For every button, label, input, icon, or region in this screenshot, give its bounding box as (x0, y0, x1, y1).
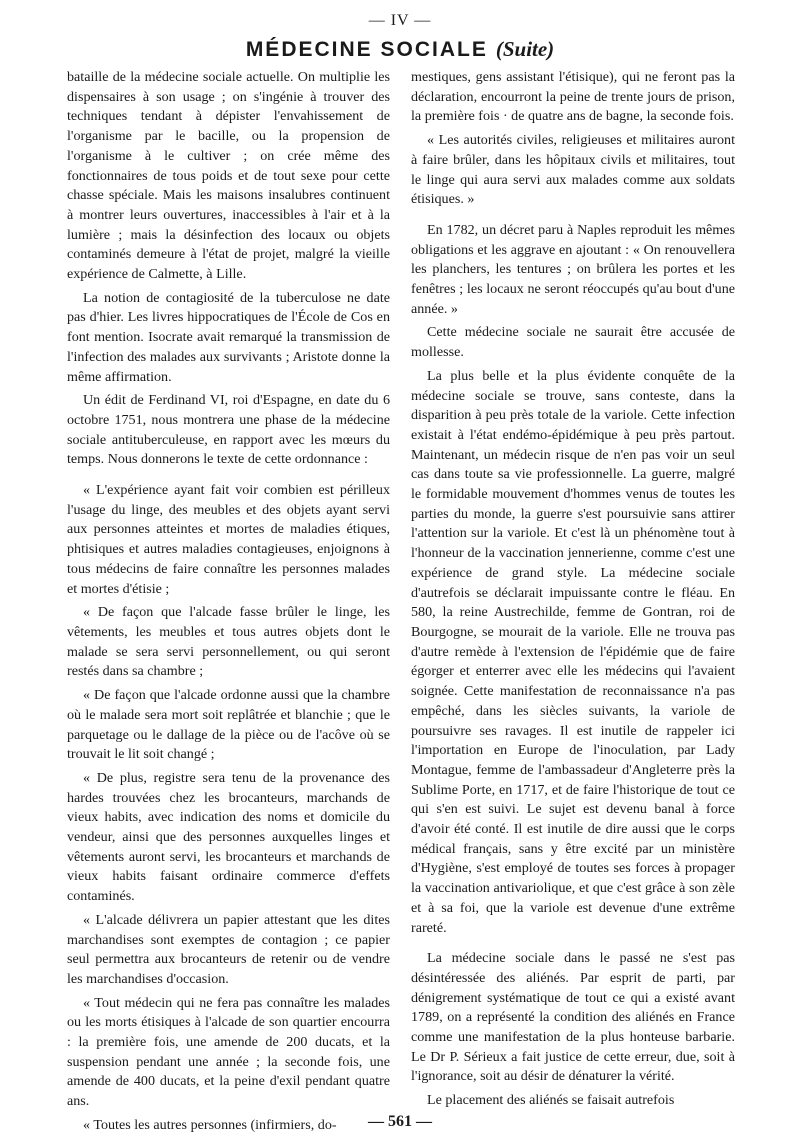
title-subtitle: (Suite) (495, 37, 555, 61)
quote-paragraph: « Toutes les autres personnes (infirmiers, do- (83, 1116, 337, 1133)
quote-paragraph: « De plus, registre sera tenu de la provenance des hardes trouvées chez les brocanteurs, marchands de vieux habits, avec indication des noms et domicile du vendeur, ainsi que des personnes auxquelles linges et vêtements auront servi, les brocanteurs et marchands de vieux habits faisant ordinaire commerce d'effets contaminés. (67, 769, 390, 905)
quote-paragraph: « Les autorités civiles, religieuses et militaires auront à faire brûler, dans les hôpitaux civils et militaires, tout le linge qui aura servi aux malades comme aux soldats étisiques. » (411, 132, 735, 208)
paragraph: bataille de la médecine sociale actuelle. On multiplie les dispensaires à son usage ; on s'ingénie à trouver des techniques tendant à dépister l'envahissement de l'organisme par le bacille, ou la propension de l'organisme à le cultiver ; on crée même des fonctionnaires de tous poids et de tout sexe pour cette chasse spéciale. Mais les maisons insalubres continuent à montrer leurs ouvertures, inaccessibles à l'air et à la lumière ; mais la désinfection des locaux ou objets contaminés demeure à l'état de projet, malgré la vieille expérience de Calmette, à Lille. (67, 69, 390, 283)
quote-paragraph: « L'alcade délivrera un papier attestant que les dites marchandises sont exemptes de contagion ; ce papier seul permettra aux brocanteurs de retenir ou de vendre les marchandises d'occasion. (67, 911, 390, 987)
page-title (0, 36, 800, 63)
title-main: MÉDECINE SOCIALE (245, 38, 488, 61)
paragraph: Un édit de Ferdinand VI, roi d'Espagne, en date du 6 octobre 1751, nous montrera une phase de la médecine sociale antituberculeuse, en rapport avec les mœurs du temps. Nous donnerons le texte de cette ordonnance : (67, 392, 390, 468)
quote-paragraph: « Tout médecin qui ne fera pas connaître les malades ou les morts étisiques à l'alcade de son quartier encourra : la première fois, une amende de 200 ducats, et la suspension pendant une année ; la seconde fois, une amende de 400 ducats, et la peine d'exil pendant quatre ans. (67, 994, 390, 1110)
quote-paragraph: « De façon que l'alcade fasse brûler le linge, les vêtements, les meubles et tous autres objets dont le malade se sera servi personnellement, ou qui seront restés dans sa chambre ; (67, 604, 390, 680)
folio-header: — IV — (368, 12, 432, 29)
paragraph: Cette médecine sociale ne saurait être accusée de mollesse. (411, 324, 735, 361)
page-number: — 561 — (368, 1113, 432, 1130)
paragraph: La notion de contagiosité de la tuberculose ne date pas d'hier. Les livres hippocratiques de l'École de Cos en font mention. Isocrate avait remarqué la transmission de l'infection des malades aux survivants ; Aristote donne la même affirmation. (67, 289, 390, 385)
paragraph: En 1782, un décret paru à Naples reproduit les mêmes obligations et les aggrave en ajoutant : « On renouvellera les planchers, les tentures ; on brûlera les portes et les fenêtres ; les locaux ne seront réoccupés qu'au bout d'une année. » (411, 221, 735, 317)
paragraph: La médecine sociale dans le passé ne s'est pas désintéressée des aliénés. Par esprit de parti, par dénigrement systématique de tout ce qui a existé avant 1789, on a représenté la condition des aliénés en France comme une manifestation de la plus honteuse barbarie. Le Dr P. Sérieux a fait justice de cette erreur, due, soit à l'ignorance, soit au désir de dénaturer la vérité. (411, 950, 735, 1085)
paragraph: mestiques, gens assistant l'étisique), qui ne feront pas la déclaration, encourront la peine de trente jours de prison, la première fois · de quatre ans de bagne, la seconde fois. (411, 69, 735, 125)
quote-paragraph: « De façon que l'alcade ordonne aussi que la chambre où le malade sera mort soit replâtrée et blanchie ; que le parquetage ou le dallage de la pièce ou de l'acôve où se trouvait le lit soit changé ; (67, 687, 390, 763)
right-column (411, 68, 735, 1108)
paragraph: Le placement des aliénés se faisait autrefois (427, 1092, 675, 1109)
left-column (67, 68, 390, 1133)
quote-paragraph: « L'expérience ayant fait voir combien est périlleux l'usage du linge, des meubles et des objets ayant servi aux personnes atteintes et mortes de maladies étiques, phtisiques et autres maladies contagieuses, enjoignons à tous médecins de faire connaître les personnes malades et mortes d'étisie ; (67, 482, 390, 597)
paragraph: La plus belle et la plus évidente conquête de la médecine sociale se trouve, sans conteste, dans la disparition à peu près totale de la variole. Cette infection existait à l'état endémo-épidémique à peu près partout. Maintenant, un médecin risque de n'en pas voir un seul cas dans toute sa vie professionnelle. La guerre, malgré le formidable mouvement d'hommes venus de toutes les parties du monde, la guerre s'est poursuivie sans attirer l'attention sur la variole. Et c'est là un phénomène tout à l'honneur de la vaccination jennerienne, comme c'est une expérience de grand style. La médecine sociale d'autrefois se déclarait impuissante contre le fléau. En 580, la reine Austrechilde, femme de Gontran, roi de Bourgogne, se mourait de la variole. Elle ne trouva pas d'autre remède à l'extension de l'épidémie que de faire égorger et enterrer avec elle les médecins qui l'avaient soignée. Cette manifestation de reconnaissance n'a pas empêché, dans les siècles suivants, la variole de poursuivre ses ravages. Il est inutile de rappeler ici l'importation en Europe de l'inoculation, par Lady Montague, femme de l'ambassadeur d'Angleterre près la Sublime Porte, en 1717, et de faire l'historique de tout ce qui s'en est suivi. Le sujet est devenu banal à force d'avoir été conté. Il est inutile de dire aussi que le corps médical français, sans y être excité par un ministère d'Hygiène, s'est employé de toutes ses forces à propager la vaccination antivariolique, et que c'est grâce à son zèle et à sa foi, que la variole est devenue d'une extrême rareté. (411, 367, 735, 936)
